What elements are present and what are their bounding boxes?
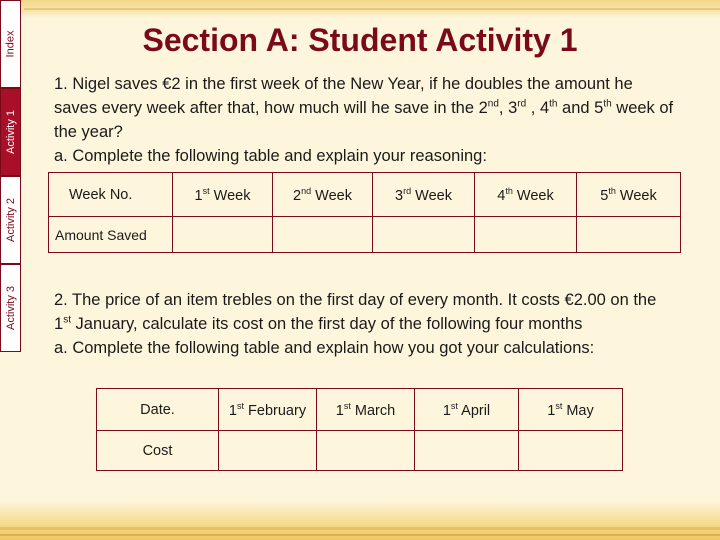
q1-text-part: week of the year?: [54, 99, 674, 141]
tab-index-label: Index: [4, 30, 17, 58]
q2-text-part: 2. The price of an item trebles on the first day of every month. It costs €2.00 on the 1: [54, 291, 657, 333]
q2-sup: st: [63, 314, 71, 326]
table-header-cell: [373, 173, 475, 217]
tab-activity-3-label: Activity 3: [4, 285, 17, 331]
top-decor-band: [0, 0, 720, 18]
cost-label: Cost: [97, 431, 219, 471]
header-sup: st: [555, 400, 563, 411]
header-word: Week: [615, 187, 657, 204]
table-header-cell: [577, 173, 681, 217]
tab-index[interactable]: [0, 0, 21, 88]
header-num: 1: [547, 402, 556, 419]
tab-activity-3[interactable]: [0, 264, 21, 352]
table-row: [97, 431, 623, 471]
header-num: 1: [442, 402, 451, 419]
header-num: 5: [600, 187, 609, 204]
amount-cell-week-3[interactable]: [373, 217, 475, 253]
header-word: May: [562, 402, 594, 419]
savings-table: [48, 172, 681, 253]
amount-cell-week-2[interactable]: [273, 217, 373, 253]
q1-text-part: , 3: [498, 99, 518, 117]
side-tab-bar: [0, 0, 22, 355]
bottom-decor-stroke: [0, 527, 720, 530]
table-header-cell: [519, 389, 623, 431]
header-word: Week: [411, 187, 452, 204]
header-sup: st: [343, 400, 351, 411]
q2-instruction: a. Complete the following table and explain how you got your calculations:: [54, 339, 595, 357]
bottom-decor-band: [0, 500, 720, 540]
table-row: [49, 217, 681, 253]
header-word: April: [457, 402, 491, 419]
amount-cell-week-4[interactable]: [475, 217, 577, 253]
q1-text-part: , 4: [526, 99, 550, 117]
header-sup: nd: [301, 185, 312, 196]
top-decor-line: [24, 8, 720, 10]
q2-text-part: January, calculate its cost on the first day of the following four months: [70, 315, 583, 333]
header-word: Week: [311, 187, 352, 204]
header-sup: st: [202, 185, 210, 196]
q1-sup: th: [549, 98, 558, 110]
header-word: Week: [512, 187, 554, 204]
header-word: Week: [209, 187, 251, 204]
question-2-text: [54, 288, 674, 360]
header-sup: th: [608, 185, 616, 196]
table-header-cell: [173, 173, 273, 217]
cost-cell-february[interactable]: [219, 431, 317, 471]
header-num: 1: [228, 402, 237, 419]
tab-activity-1[interactable]: [0, 88, 21, 176]
header-word: March: [350, 402, 396, 419]
cost-cell-march[interactable]: [317, 431, 415, 471]
date-header: Date.: [97, 389, 219, 431]
amount-saved-label: Amount Saved: [49, 217, 173, 253]
q1-text-part: 1. Nigel saves €2 in the first week of the New Year, if he doubles the amount he saves every week after that, how much will he save in the 2: [54, 75, 633, 117]
header-sup: st: [450, 400, 458, 411]
cost-cell-may[interactable]: [519, 431, 623, 471]
tab-activity-1-label: Activity 1: [4, 109, 17, 155]
table-row: [49, 173, 681, 217]
week-no-header: Week No.: [49, 173, 173, 217]
q1-instruction: a. Complete the following table and explain your reasoning:: [54, 147, 487, 165]
header-num: 4: [497, 187, 506, 204]
header-sup: st: [237, 400, 245, 411]
cost-cell-april[interactable]: [415, 431, 519, 471]
bottom-decor-stroke-2: [0, 534, 720, 536]
table-header-cell: [273, 173, 373, 217]
header-num: 1: [335, 402, 344, 419]
header-num: 3: [395, 187, 404, 204]
table-header-cell: [415, 389, 519, 431]
tab-activity-2[interactable]: [0, 176, 21, 264]
header-sup: th: [505, 185, 513, 196]
page-title: Section A: Student Activity 1: [142, 22, 578, 58]
q1-sup: rd: [517, 98, 527, 110]
tab-activity-2-label: Activity 2: [4, 197, 17, 243]
header-num: 2: [293, 187, 302, 204]
table-header-cell: [219, 389, 317, 431]
price-table: [96, 388, 623, 471]
amount-cell-week-1[interactable]: [173, 217, 273, 253]
q1-text-part: and 5: [557, 99, 604, 117]
q1-sup: nd: [487, 98, 499, 110]
header-sup: rd: [403, 185, 412, 196]
table-header-cell: [317, 389, 415, 431]
table-row: [97, 389, 623, 431]
question-1-text: [54, 72, 674, 168]
amount-cell-week-5[interactable]: [577, 217, 681, 253]
header-num: 1: [194, 187, 203, 204]
header-word: February: [244, 402, 307, 419]
table-header-cell: [475, 173, 577, 217]
q1-sup: th: [603, 98, 612, 110]
